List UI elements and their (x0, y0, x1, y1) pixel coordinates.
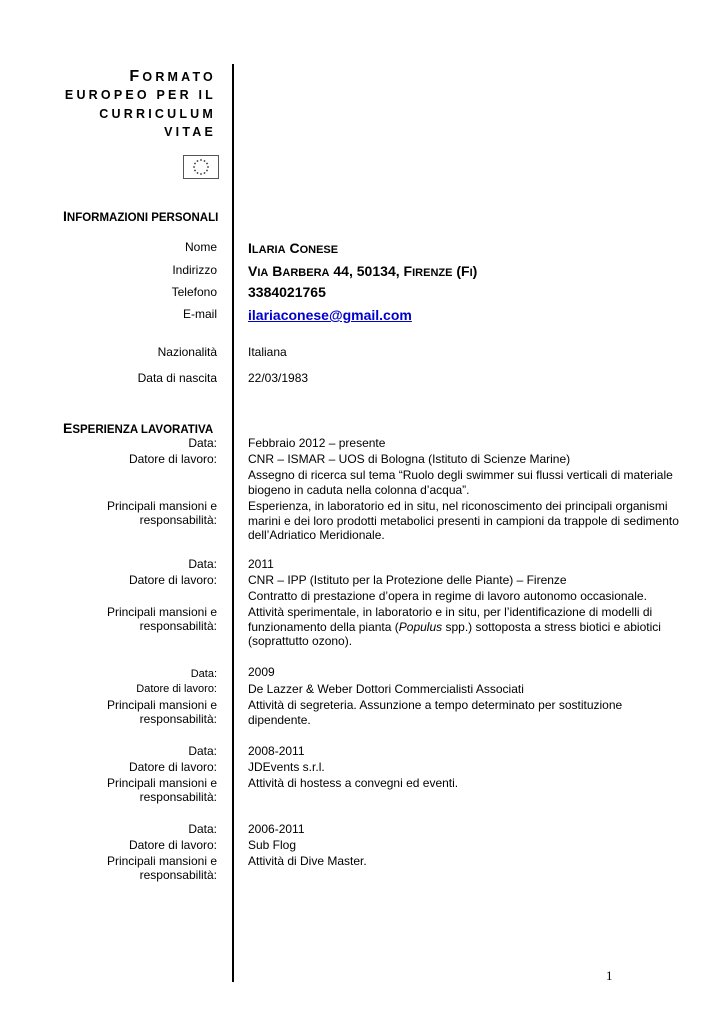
address-value: VIA BARBERA 44, 50134, FIRENZE (FI) (248, 263, 478, 279)
entry-date: 2009 (248, 665, 275, 679)
entry-employer-label: Datore di lavoro: (136, 683, 217, 695)
section-title-experience: ESPERIENZA LAVORATIVA (63, 420, 214, 436)
entry-date: Febbraio 2012 – presente (248, 436, 386, 450)
address-label: Indirizzo (172, 263, 217, 277)
entry-duties: Esperienza, in laboratorio ed in situ, nel riconoscimento dei principali organismi marini e dei loro prodotti metabolici presenti in campioni da trappole di sedimento dell’Adriatico Meridionale. (248, 499, 679, 542)
entry-date: 2011 (248, 557, 274, 571)
phone-value: 3384021765 (248, 284, 326, 300)
birth-label: Data di nascita (137, 371, 217, 385)
page-number: 1 (606, 968, 613, 983)
entry-date-label: Data: (188, 744, 217, 758)
entry-date-label: Data: (190, 668, 217, 680)
column-divider (232, 64, 234, 982)
entry-duties: Attività di Dive Master. (248, 854, 367, 868)
entry-duties: Attività di hostess a convegni ed eventi. (248, 776, 459, 790)
entry-date-label: Data: (188, 436, 217, 450)
name-label: Nome (184, 240, 217, 254)
phone-label: Telefono (171, 285, 217, 299)
entry-duties: Attività sperimentale, in laboratorio e in situ, per l’identificazione di modelli di funzionamento della pianta (Populus spp.) sottoposta a stress biotici e abiotici (soprattutto ozono). (248, 605, 661, 648)
name-value: ILARIA CONESE (248, 240, 339, 256)
entry-employer: Sub Flog (248, 838, 297, 852)
cv-title-line-1: FORMATO (129, 68, 216, 85)
email-link[interactable]: ilariaconese@gmail.com (248, 307, 412, 323)
entry-duties-label: Principali mansioni e responsabilità: (106, 854, 217, 882)
entry-employer-label: Datore di lavoro: (128, 452, 217, 466)
entry-date: 2008-2011 (248, 744, 305, 758)
birth-value: 22/03/1983 (248, 371, 309, 385)
entry-employer-label: Datore di lavoro: (128, 838, 217, 852)
entry-employer-label: Datore di lavoro: (128, 760, 217, 774)
entry-extra: Assegno di ricerca sul tema “Ruolo degli swimmer sui flussi verticali di materiale biogeno in caduta nella colonna d’acqua”. (248, 468, 673, 497)
email-label: E-mail (182, 307, 217, 321)
section-title-personal: INFORMAZIONI PERSONALI (63, 208, 219, 224)
cv-title-line-2: EUROPEO PER IL (64, 88, 216, 102)
entry-employer: CNR – IPP (Istituto per la Protezione delle Piante) – Firenze (248, 573, 567, 587)
entry-employer: CNR – ISMAR – UOS di Bologna (Istituto di Scienze Marine) (248, 452, 571, 466)
cv-title-line-4: VITAE (164, 125, 216, 139)
nationality-label: Nazionalità (157, 345, 217, 359)
entry-extra: Contratto di prestazione d’opera in regime di lavoro autonomo occasionale. (248, 589, 647, 603)
nationality-value: Italiana (248, 345, 287, 359)
cv-title-line-3: CURRICULUM (99, 107, 216, 121)
entry-duties-label: Principali mansioni e responsabilità: (106, 776, 217, 804)
entry-employer: JDEvents s.r.l. (248, 760, 325, 774)
entry-duties: Attività di segreteria. Assunzione a tempo determinato per sostituzione dipendente. (248, 698, 623, 727)
entry-employer: De Lazzer & Weber Dottori Commercialisti Associati (248, 682, 524, 696)
entry-duties-label: Principali mansioni e responsabilità: (106, 499, 217, 527)
entry-date-label: Data: (188, 822, 217, 836)
entry-duties-label: Principali mansioni e responsabilità: (106, 698, 217, 726)
entry-date: 2006-2011 (248, 822, 305, 836)
entry-date-label: Data: (188, 557, 217, 571)
eu-flag-icon (183, 155, 219, 179)
entry-duties-label: Principali mansioni e responsabilità: (106, 605, 217, 633)
entry-employer-label: Datore di lavoro: (128, 573, 217, 587)
